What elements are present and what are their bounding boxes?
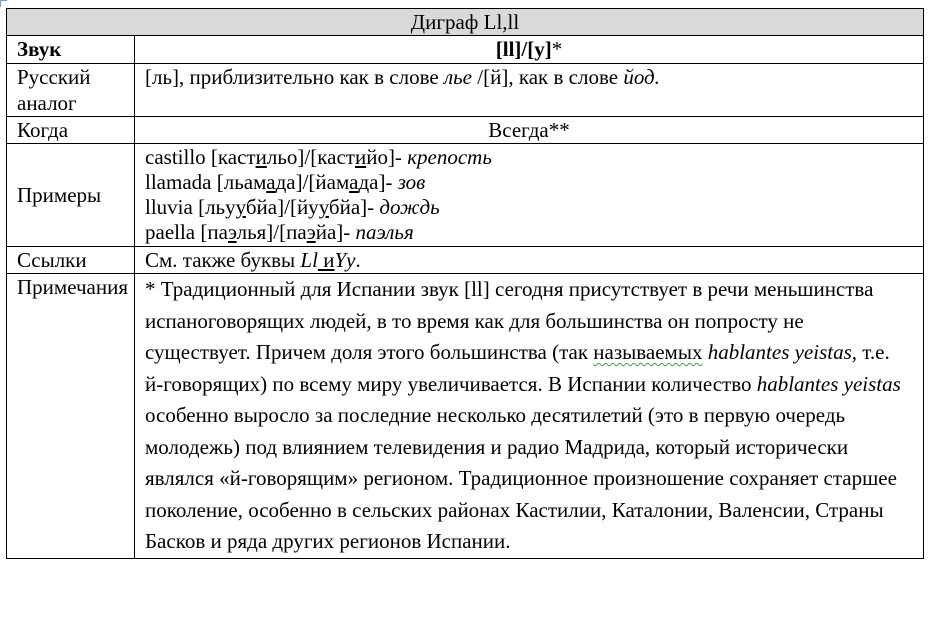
notes-spellcheck-word: называемых	[593, 340, 703, 364]
links-value	[135, 247, 924, 274]
example-word: paella	[145, 220, 196, 244]
example-stress: э	[306, 220, 316, 244]
links-letter-2[interactable]: Yy	[334, 248, 356, 272]
example-transcription: льо]/[каст	[266, 145, 355, 169]
russian-analog-label-line2: аналог	[17, 91, 77, 115]
example-transcription: лья]/[па	[236, 220, 307, 244]
sound-row	[7, 36, 924, 64]
example-transcription: йо]-	[366, 145, 408, 169]
example-item	[145, 220, 913, 245]
example-stress: а	[266, 170, 276, 194]
example-transcription: да]/[йам	[275, 170, 350, 194]
sound-value	[135, 36, 924, 64]
title-row	[7, 9, 924, 36]
example-item	[145, 195, 913, 220]
examples-label: Примеры	[7, 144, 135, 247]
links-row	[7, 247, 924, 274]
example-translation: паэлья	[355, 220, 414, 244]
notes-paragraph-part: , т.е. й-говорящих) по всему миру увеличивается. В Испании количество	[145, 340, 890, 396]
digraph-table	[6, 8, 924, 559]
table-title: Диграф Ll,ll	[7, 9, 924, 36]
example-transcription: йа]-	[315, 220, 356, 244]
russian-word-1: лье	[443, 65, 473, 89]
notes-paragraph-part: особенно выросло за последние несколько десятилетий (это в первую очередь молодежь) под влиянием телевидения и радио Мадрида, который исторически являлся «й-говорящим» регионом. Традиционное произношение сохраняет старшее поколение, особенно в сельских районах Кастилии, Каталонии, Валенсии, Страны Басков и ряда других регионов Испании.	[145, 403, 897, 553]
sound-value-text: [ll]/[y]	[495, 37, 552, 61]
when-row	[7, 117, 924, 144]
notes-label: Примечания	[7, 274, 135, 559]
example-transcription: [льам	[211, 170, 267, 194]
when-label: Когда	[7, 117, 135, 144]
example-translation: зов	[397, 170, 426, 194]
example-stress: э	[227, 220, 237, 244]
russian-text-mid: /[й], как в слове	[472, 65, 624, 89]
russian-analog-label	[7, 64, 135, 117]
examples-list	[135, 144, 924, 247]
example-translation: крепость	[407, 145, 492, 169]
links-text: См. также буквы	[145, 248, 301, 272]
russian-text-before: [ль], приблизительно как в слове	[145, 65, 444, 89]
example-transcription: [каст	[205, 145, 256, 169]
russian-analog-value	[135, 64, 924, 117]
example-translation: дождь	[379, 195, 440, 219]
links-end: .	[355, 248, 361, 272]
example-stress: у	[235, 195, 246, 219]
example-item	[145, 170, 913, 195]
russian-analog-row	[7, 64, 924, 117]
sound-value-star: *	[551, 37, 563, 61]
notes-term: hablantes yeistas	[707, 340, 852, 364]
when-value: Всегда**	[135, 117, 924, 144]
example-stress: и	[354, 145, 367, 169]
example-word: castillo	[145, 145, 206, 169]
russian-word-2: йод.	[623, 65, 660, 89]
example-stress: и	[255, 145, 267, 169]
links-letter-1[interactable]: Ll	[300, 248, 318, 272]
examples-row	[7, 144, 924, 247]
russian-analog-label-line1: Русский	[17, 65, 91, 89]
example-word: llamada	[145, 170, 212, 194]
example-word: lluvia	[145, 195, 193, 219]
example-item	[145, 145, 913, 170]
example-transcription: бйа]-	[328, 195, 380, 219]
links-label: Ссылки	[7, 247, 135, 274]
links-and: и	[317, 248, 335, 272]
sound-label: Звук	[7, 36, 135, 64]
notes-term: hablantes yeistas	[756, 371, 901, 396]
example-transcription: бйа]/[йу	[245, 195, 319, 219]
notes-text	[135, 274, 924, 559]
example-stress: у	[318, 195, 329, 219]
example-transcription: [льу	[192, 195, 236, 219]
notes-row	[7, 274, 924, 559]
example-stress: а	[349, 170, 359, 194]
example-transcription: [па	[195, 220, 228, 244]
notes-paragraph-part: * Традиционный для Испании звук [ll] сегодня присутствует в речи меньшинства испаноговорящих людей, в то время как для большинства он попросту не существует. Причем доля этого большинства (так	[145, 277, 874, 364]
corner-mark	[0, 0, 7, 7]
example-transcription: да]-	[358, 170, 398, 194]
